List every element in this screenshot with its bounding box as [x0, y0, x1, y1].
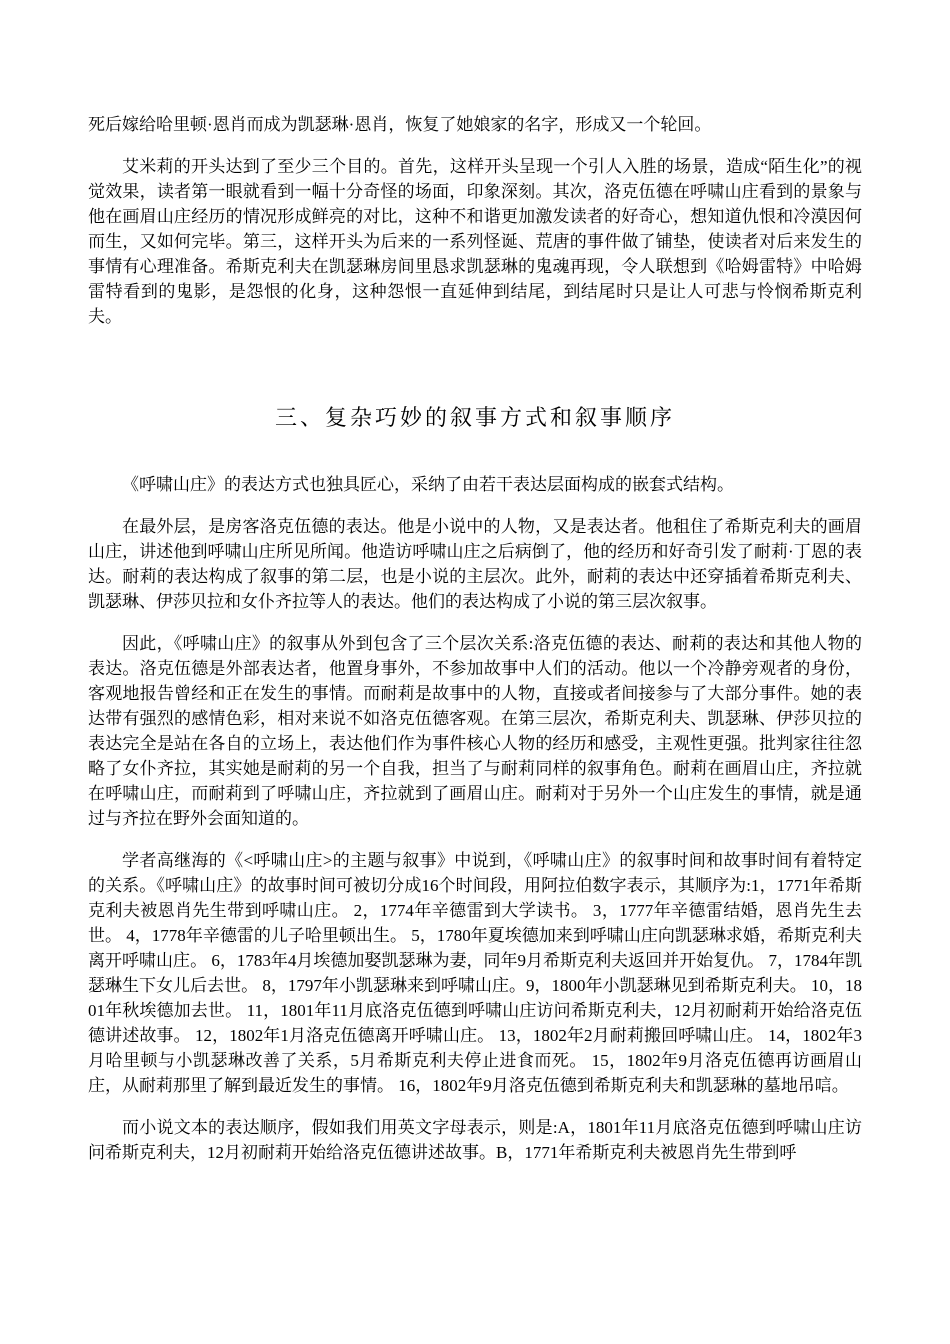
- paragraph-text-order: 而小说文本的表达顺序，假如我们用英文字母表示，则是:A，1801年11月底洛克伍德到呼啸山庄访问希斯克利夫，12月初耐莉开始给洛克伍德讲述故事。B，1771年希斯克利夫被恩肖先生带到呼: [88, 1118, 862, 1162]
- paragraph-continuation: 死后嫁给哈里顿·恩肖而成为凯瑟琳·恩肖，恢复了她娘家的名字，形成又一个轮回。: [88, 115, 712, 134]
- paragraph-structure-intro: 《呼啸山庄》的表达方式也独具匠心，采纳了由若干表达层面构成的嵌套式结构。: [122, 475, 734, 494]
- section-heading: 三、复杂巧妙的叙事方式和叙事顺序: [274, 405, 675, 430]
- paragraph-story-timeline: 学者高继海的《<呼啸山庄>的主题与叙事》中说到，《呼啸山庄》的叙事时间和故事时间有着特定的关系。《呼啸山庄》的故事时间可被切分成16个时间段，用阿拉伯数字表示，其顺序为:1，1771年希斯克利夫被恩肖先生带到呼啸山庄。 2，1774年辛德雷到大学读书。 3，1777年辛德雷结婚，恩肖先生去世。 4，1778年辛德雷的儿子哈里顿出生。 5，1780年夏埃德加来到呼啸山庄向凯瑟琳求婚，希斯克利夫离开呼啸山庄。 6，1783年4月埃德加娶凯瑟琳为妻，同年9月希斯克利夫返回并开始复仇。 7，1784年凯瑟琳生下女儿后去世。 8，1797年小凯瑟琳来到呼啸山庄。9，1800年小凯瑟琳见到希斯克利夫。 10，1801年秋埃德加去世。 11，1801年11月底洛克伍德到呼啸山庄访问希斯克利夫，12月初耐莉开始给洛克伍德讲述故事。 12，1802年1月洛克伍德离开呼啸山庄。 13，1802年2月耐莉搬回呼啸山庄。 14，1802年3月哈里顿与小凯瑟琳改善了关系，5月希斯克利夫停止进食而死。 15，1802年9月洛克伍德再访画眉山庄，从耐莉那里了解到最近发生的事情。 16，1802年9月洛克伍德到希斯克利夫和凯瑟琳的墓地吊唁。: [88, 851, 862, 1095]
- paragraph-narrative-layers: 在最外层，是房客洛克伍德的表达。他是小说中的人物，又是表达者。他租住了希斯克利夫的画眉山庄，讲述他到呼啸山庄所见所闻。他造访呼啸山庄之后病倒了，他的经历和好奇引发了耐莉·丁恩的表达。耐莉的表达构成了叙事的第二层，也是小说的主层次。此外，耐莉的表达中还穿插着希斯克利夫、凯瑟琳、伊莎贝拉和女仆齐拉等人的表达。他们的表达构成了小说的第三层次叙事。: [88, 517, 862, 611]
- paragraph-opening-purpose: 艾米莉的开头达到了至少三个目的。首先，这样开头呈现一个引人入胜的场景，造成“陌生化”的视觉效果，读者第一眼就看到一幅十分奇怪的场面，印象深刻。其次，洛克伍德在呼啸山庄看到的景象与他在画眉山庄经历的情况形成鲜亮的对比，这种不和谐更加激发读者的好奇心，想知道仇恨和冷漠因何而生，又如何完毕。第三，这样开头为后来的一系列怪诞、荒唐的事件做了铺垫，使读者对后来发生的事情有心理准备。希斯克利夫在凯瑟琳房间里恳求凯瑟琳的鬼魂再现，令人联想到《哈姆雷特》中哈姆雷特看到的鬼影，是怨恨的化身，这种怨恨一直延伸到结尾，到结尾时只是让人可悲与怜悯希斯克利夫。: [88, 157, 862, 326]
- paragraph-layer-relations: 因此，《呼啸山庄》的叙事从外到包含了三个层次关系:洛克伍德的表达、耐莉的表达和其他人物的表达。洛克伍德是外部表达者，他置身事外，不参加故事中人们的活动。他以一个冷静旁观者的身份，客观地报告曾经和正在发生的事情。而耐莉是故事中的人物，直接或者间接参与了大部分事件。她的表达带有强烈的感情色彩，相对来说不如洛克伍德客观。在第三层次，希斯克利夫、凯瑟琳、伊莎贝拉的表达完全是站在各自的立场上，表达他们作为事件核心人物的经历和感受，主观性更强。批判家往往忽略了女仆齐拉，其实她是耐莉的另一个自我，担当了与耐莉同样的叙事角色。耐莉在画眉山庄，齐拉就在呼啸山庄，而耐莉到了呼啸山庄，齐拉就到了画眉山庄。耐莉对于另外一个山庄发生的事情，就是通过与齐拉在野外会面知道的。: [88, 634, 862, 828]
